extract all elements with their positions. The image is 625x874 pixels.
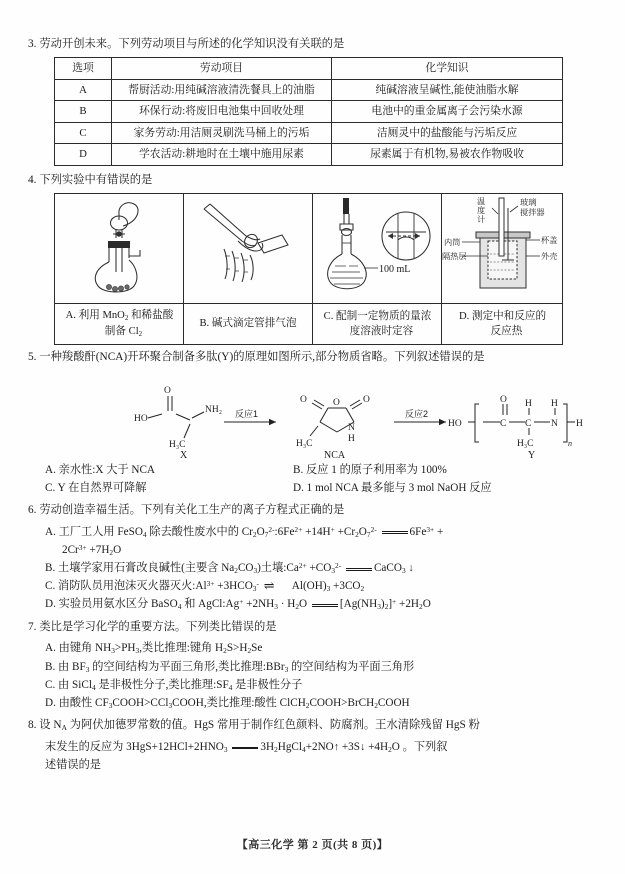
question-5-options-row-2: [28, 479, 594, 498]
nca-ch3-label: H₃C: [296, 438, 313, 449]
table-header-row: [55, 57, 563, 79]
volumetric-flask-icon: [316, 196, 438, 296]
label-shell: 外壳: [541, 251, 558, 261]
nca-species-label: NCA: [324, 449, 346, 458]
question-4-text: 下列实验中有错误的是: [39, 173, 153, 186]
reaction-1-label: 反应1: [235, 408, 259, 419]
row-a-knowledge: 纯碱溶液呈碱性,能使油脂水解: [332, 79, 563, 101]
row-a-project: 帮厨活动:用纯碱溶液清洗餐具上的油脂: [112, 79, 332, 101]
question-6-number: 6.: [28, 503, 37, 516]
question-7-option-c: C. 由 SiCl$_4$ 是非极性分子,类比推理$:SF_4$ 是非极性分子: [45, 678, 303, 692]
reaction-scheme-svg: [28, 370, 594, 458]
question-6-option-b: B. 土壤学家用石膏改良碱性(主要含 $Na_2CO_3$)土壤$:Ca^{2+} +CO_3^{2-}$ CaCO$_3$ ↓: [45, 560, 414, 576]
question-4-experiment-table: [54, 193, 563, 345]
row-d-knowledge: 尿素属于有机物,易被农作物吸收: [332, 144, 563, 166]
y-subscript-n-label: n: [568, 438, 572, 448]
calorimeter-icon: [442, 194, 562, 298]
x-nh2-label: NH₂: [205, 404, 223, 415]
label-thermometer-2: 度: [477, 205, 486, 215]
x-species-label: X: [180, 449, 188, 458]
question-3-number: 3.: [28, 38, 37, 50]
question-5-text: 一种羧酸酐(NCA)开环聚合制备多肽(Y)的原理如图所示,部分物质省略。下列叙述错误的是: [39, 350, 485, 363]
reaction-2-label: 反应2: [405, 408, 429, 419]
label-stirrer-2: 搅拌器: [520, 207, 545, 217]
x-ho-label: HO: [134, 413, 148, 424]
y-c1-label: C: [500, 418, 507, 429]
y-c2-label: C: [525, 418, 532, 429]
x-ch3-label: H₃C: [169, 439, 186, 450]
equals-arrow-icon: [312, 600, 338, 609]
y-o-label: O: [500, 394, 507, 405]
y-n-label: N: [551, 418, 558, 429]
question-8-stem-line-2: 末发生的反应为 $3HgS+12HCl+2HNO_3$ $3H_2HgCl_4+2NO↑$ +3S↓ $+4H_2O$ 。下列叙: [45, 740, 448, 755]
precipitate-arrow-icon: ↓: [408, 563, 414, 575]
question-4-stem: [28, 172, 594, 189]
nca-h-label: H: [348, 433, 355, 444]
chlorine-generator-icon: [76, 196, 162, 296]
row-a-option: A: [55, 79, 112, 101]
equals-arrow-icon: [232, 743, 258, 752]
y-h-end-label: H: [576, 418, 583, 429]
label-inner-cup: 内筒: [444, 237, 461, 247]
table-header-chemistry-knowledge: 化学知识: [332, 57, 563, 79]
row-c-project: 家务劳动:用洁厕灵刷洗马桶上的污垢: [112, 122, 332, 144]
burette-hand-icon: [194, 201, 302, 291]
question-7-option-a: A. 由键角 $NH_3>PH_3$,类比推理:键角 $H_2S>H_2Se$: [45, 642, 263, 656]
y-ho-label: HO: [448, 418, 462, 429]
question-5-options-row-1: [28, 461, 594, 480]
experiment-figure-row: [55, 193, 563, 303]
nca-left-o-label: O: [300, 394, 307, 405]
question-7-stem: [28, 619, 594, 636]
experiment-caption-d: D. 测定中和反应的 反应热: [442, 303, 563, 344]
equals-arrow-icon: [346, 564, 372, 573]
experiment-figure-a: [55, 193, 184, 303]
footer-text: 【高三化学 第 2 页(共 8 页)】: [236, 839, 389, 851]
row-c-option: C: [55, 122, 112, 144]
question-7-option-b: B. 由 $BF_3$ 的空间结构为平面三角形,类比推理:BBr$_3$ 的空间结构为平面三角形: [45, 660, 415, 674]
experiment-caption-b: B. 碱式滴定管排气泡: [184, 303, 313, 344]
row-b-option: B: [55, 101, 112, 123]
x-o-label: O: [164, 385, 171, 396]
nca-ring-o-label: O: [333, 397, 340, 408]
row-b-project: 环保行动:将废旧电池集中回收处理: [112, 101, 332, 123]
question-6-stem: [28, 502, 594, 519]
experiment-caption-c: C. 配制一定物质的量浓 度溶液时定容: [313, 303, 442, 344]
question-6-option-c: C. 消防队员用泡沫灭火器灭火$:Al^{3+} +3HCO_3^-$ ⇌ $Al(OH)_3 +3CO_2$: [28, 577, 594, 595]
nca-n-label: N: [348, 422, 355, 433]
table-header-labor-project: 劳动项目: [112, 57, 332, 79]
table-header-option: 选项: [55, 57, 112, 79]
label-thermometer: 温: [477, 196, 486, 206]
question-5-reaction-scheme: [28, 370, 594, 458]
table-row: [55, 79, 563, 101]
question-6-text: 劳动创造幸福生活。下列有关化工生产的离子方程式正确的是: [39, 503, 345, 516]
question-7-number: 7.: [28, 620, 37, 633]
table-row: [55, 101, 563, 123]
question-5-stem: [28, 349, 594, 366]
y-species-label: Y: [528, 449, 536, 458]
reversible-arrow-icon: [264, 582, 290, 591]
y-h-n-label: H: [551, 398, 558, 409]
question-8-stem: 8. 设 $N_A$ 为阿伏加德罗常数的值。HgS 常用于制作红色颜料、防腐剂。王水清除残留 HgS 粉: [28, 719, 480, 733]
experiment-figure-d: [442, 193, 563, 303]
question-7-text: 类比是学习化学的重要方法。下列类比错误的是: [39, 620, 277, 633]
question-6-option-a: A. 工厂工人用 FeSO$_4$ 除去酸性废水中的 $Cr_2O_7^{2-}:6Fe^{2+} +14H^+ +Cr_2O_7^{2-}$ $6Fe^{3+}$ +: [45, 524, 444, 539]
label-stirrer: 玻璃: [520, 197, 537, 207]
precipitate-arrow-icon: ↓: [360, 741, 366, 753]
question-5-option-c: C. Y 在自然界可降解: [45, 482, 147, 495]
question-7-option-d: D. 由酸性 $CF_3COOH>CCl_3COOH$,类比推理:酸性 ClCH$_2$COOH>BrCH$_2$COOH: [45, 696, 410, 710]
question-6-option-a-cont: $2Cr^{3+} +7H_2O$: [62, 542, 122, 557]
question-5-option-d: D. 1 mol NCA 最多能与 3 mol NaOH 反应: [293, 482, 492, 495]
flask-volume-label: 100 mL: [379, 263, 411, 275]
y-ch3-label: H₃C: [517, 438, 534, 449]
experiment-caption-row: [55, 303, 563, 344]
label-insulation: 隔热层: [442, 251, 467, 261]
label-lid: 杯盖: [541, 235, 558, 245]
label-thermometer-3: 计: [477, 214, 486, 224]
page-footer: [0, 836, 625, 852]
row-d-option: D: [55, 144, 112, 166]
question-3-table: [54, 57, 563, 166]
experiment-figure-b: [184, 193, 313, 303]
table-row: [55, 122, 563, 144]
experiment-caption-a: A. 利用 MnO$_2$ 和稀盐酸 制备 $Cl_2$: [55, 303, 184, 344]
row-b-knowledge: 电池中的重金属离子会污染水源: [332, 101, 563, 123]
row-c-knowledge: 洁厕灵中的盐酸能与污垢反应: [332, 122, 563, 144]
page-content: [28, 36, 594, 774]
question-6-option-d: D. 实验员用氨水区分 BaSO$_4$ 和 AgCl:Ag+ $+2NH_3 \cdot H_2O$ $[Ag(NH_3)_2]^+ +2H_2O$: [45, 597, 431, 612]
question-3-text: 劳动开创未来。下列劳动项目与所述的化学知识没有关联的是: [39, 38, 345, 50]
question-5-number: 5.: [28, 350, 37, 363]
question-5-option-b: B. 反应 1 的原子利用率为 100%: [293, 463, 447, 476]
y-h-top-label: H: [525, 398, 532, 409]
experiment-figure-c: [313, 193, 442, 303]
question-4-number: 4.: [28, 173, 37, 186]
nca-right-o-label: O: [363, 394, 370, 405]
table-row: [55, 144, 563, 166]
question-3-stem: [28, 36, 594, 53]
equals-arrow-icon: [382, 528, 408, 537]
question-5-option-a: A. 亲水性:X 大于 NCA: [45, 463, 156, 476]
question-8-stem-line-3: 述错误的是: [45, 759, 101, 772]
row-d-project: 学农活动:耕地时在土壤中施用尿素: [112, 144, 332, 166]
gas-arrow-icon: ↑: [333, 741, 340, 753]
